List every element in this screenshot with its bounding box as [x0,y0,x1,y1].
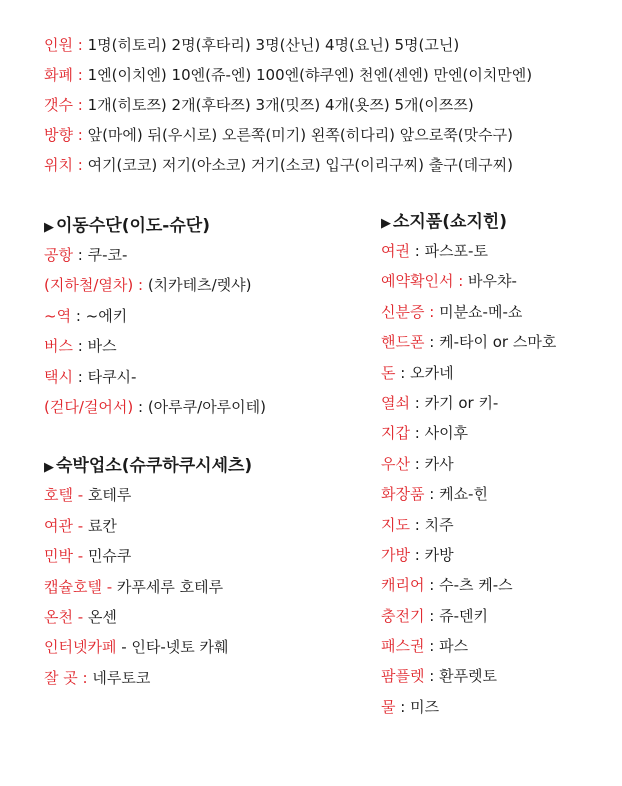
item-separator: : [71,306,86,325]
item-label: 예약확인서 [381,272,454,291]
item-separator: : [424,333,440,352]
list-item [44,240,266,270]
list-item [381,601,556,631]
vocab-value: 여기(코코) 저기(아소코) 거기(소코) 입구(이리구찌) 출구(데구찌) [87,156,513,174]
list-item [44,572,266,602]
item-label: 캡슐호텔 [44,577,102,596]
vocab-separator: : [72,66,88,84]
vocab-separator: : [72,156,88,174]
item-value: 파스포-토 [424,242,488,260]
list-item [381,570,556,600]
item-separator: - [72,607,88,626]
item-label: 잘 곳 [44,668,78,687]
list-item [381,358,556,388]
list-item [381,479,556,509]
list-item [44,541,266,571]
item-value: 타쿠시- [87,367,137,386]
list-item [44,392,266,422]
item-separator: : [72,367,88,386]
vocab-row-direction [44,120,532,150]
list-item [381,510,556,540]
vocab-separator: : [72,96,88,114]
item-value: 파스 [439,637,469,656]
item-value: 쿠-코- [87,246,128,264]
item-value: 카푸세루 호테루 [116,577,224,596]
item-separator: : [133,276,148,295]
item-separator: - [72,516,88,535]
item-separator: : [395,363,411,382]
item-value: 네루토코 [92,668,151,687]
item-label: (지하철/열차) [44,276,134,295]
item-separator: : [424,606,440,625]
item-separator: : [424,302,440,321]
item-label: 화장품 [381,485,425,504]
item-label: 지갑 [381,424,410,443]
item-value: 미즈 [410,697,440,716]
item-separator: - [72,486,88,505]
item-separator: : [424,576,440,595]
item-separator: : [424,485,440,504]
item-label: 여권 [381,242,410,260]
item-value: 수-츠 케-스 [439,576,513,595]
list-item [44,511,266,541]
list-item [381,266,556,296]
item-label: 물 [381,697,396,716]
list-item [44,362,266,392]
triangle-bullet-icon: ▶ [381,216,391,231]
item-separator: - [101,577,117,596]
item-separator: : [72,337,88,356]
vocab-row-people [44,30,532,60]
item-value: 치주 [424,515,454,534]
item-label: 인터넷카페 [44,638,117,657]
item-separator: - [116,638,132,657]
vocab-row-location [44,150,532,180]
vocab-value: 앞(마에) 뒤(우시로) 오른쪽(미기) 왼쪽(히다리) 앞으로쭉(맛수구) [87,126,513,144]
item-label: 캐리어 [381,576,425,595]
right-column [381,208,556,722]
vocab-label: 인원 [44,36,73,54]
item-value: 쥬-덴키 [439,606,488,625]
vocab-label: 화폐 [44,66,73,84]
list-item [381,418,556,448]
item-value: 환푸렛토 [439,667,498,686]
item-label: 충전기 [381,606,425,625]
vocab-value: 1엔(이치엔) 10엔(쥬-엔) 100엔(햐쿠엔) 천엔(센엔) 만엔(이치만엔) [87,66,533,84]
item-label: 호텔 [44,486,73,505]
item-separator: : [409,454,425,473]
item-value: 인타-넷토 카훼 [131,638,229,657]
item-value: ~에키 [85,306,128,325]
item-value: 료칸 [87,516,117,535]
list-item [381,631,556,661]
list-item [381,327,556,357]
item-label: 온천 [44,607,73,626]
item-value: 미분쇼-메-쇼 [439,302,523,321]
list-item [44,632,266,662]
list-item [381,692,556,722]
item-value: (아루쿠/아루이테) [147,397,267,416]
vocab-separator: : [72,126,88,144]
item-separator: : [424,637,440,656]
item-label: ~역 [44,306,72,325]
item-separator: : [77,668,93,687]
list-item [44,331,266,361]
item-value: 카사 [424,454,454,473]
list-item [44,301,266,331]
item-value: 호테루 [87,486,132,505]
vocab-row-count [44,90,532,120]
item-label: 팜플렛 [381,667,425,686]
section-spacer [44,422,266,452]
item-separator: : [409,242,425,260]
item-separator: : [409,393,425,412]
item-label: 핸드폰 [381,333,425,352]
item-value: 케-타이 or 스마호 [439,333,557,352]
item-value: 케쇼-힌 [439,485,488,504]
section-title-lodging [44,452,266,480]
item-label: 가방 [381,545,410,564]
left-column [44,212,266,693]
vocab-value: 1명(히토리) 2명(후타리) 3명(산닌) 4명(요닌) 5명(고닌) [87,36,460,54]
item-label: 버스 [44,337,73,356]
item-value: 바스 [87,337,117,356]
list-item [381,388,556,418]
item-value: 민슈쿠 [87,547,132,566]
item-label: 여관 [44,516,73,535]
list-item [44,270,266,300]
section-title-text: 숙박업소(슈쿠하쿠시세츠) [56,456,253,477]
vocab-label: 위치 [44,156,73,174]
vocab-row-currency [44,60,532,90]
vocab-label: 갯수 [44,96,73,114]
section-title-text: 이동수단(이도-슈단) [56,216,210,236]
list-item [381,236,556,266]
item-separator: : [453,272,469,291]
item-label: 열쇠 [381,393,410,412]
section-title-transport [44,212,266,240]
item-label: 우산 [381,454,410,473]
vocab-label: 방향 [44,126,73,144]
item-value: (치카테츠/렛샤) [147,276,252,295]
item-separator: : [409,545,425,564]
item-label: 공항 [44,246,73,264]
item-separator: : [409,515,425,534]
item-label: 패스권 [381,637,425,656]
item-value: 카방 [424,545,454,564]
section-title-text: 소지품(쇼지힌) [393,212,508,232]
list-item [381,449,556,479]
list-item [44,663,266,693]
item-value: 카기 or 키- [424,393,499,412]
list-item [44,602,266,632]
item-label: 지도 [381,515,410,534]
triangle-bullet-icon: ▶ [44,460,54,476]
item-separator: - [72,547,88,566]
item-label: 택시 [44,367,73,386]
item-value: 사이후 [424,424,469,443]
section-title-belongings [381,208,556,236]
item-label: 돈 [381,363,396,382]
vocab-value: 1개(히토쯔) 2개(후타쯔) 3개(밋쯔) 4개(욧쯔) 5개(이쯔쯔) [87,96,474,114]
list-item [381,661,556,691]
item-label: (걷다/걸어서) [44,397,134,416]
general-vocabulary-list [44,30,532,180]
item-label: 민박 [44,547,73,566]
item-value: 오카네 [410,363,454,382]
item-label: 신분증 [381,302,425,321]
item-separator: : [424,667,440,686]
list-item [44,480,266,510]
list-item [381,297,556,327]
list-item [381,540,556,570]
item-value: 온센 [87,607,117,626]
vocab-separator: : [72,36,88,54]
triangle-bullet-icon: ▶ [44,220,54,235]
item-separator: : [395,697,411,716]
item-value: 바우챠- [468,272,517,291]
item-separator: : [409,424,425,443]
item-separator: : [72,246,88,264]
item-separator: : [133,397,148,416]
